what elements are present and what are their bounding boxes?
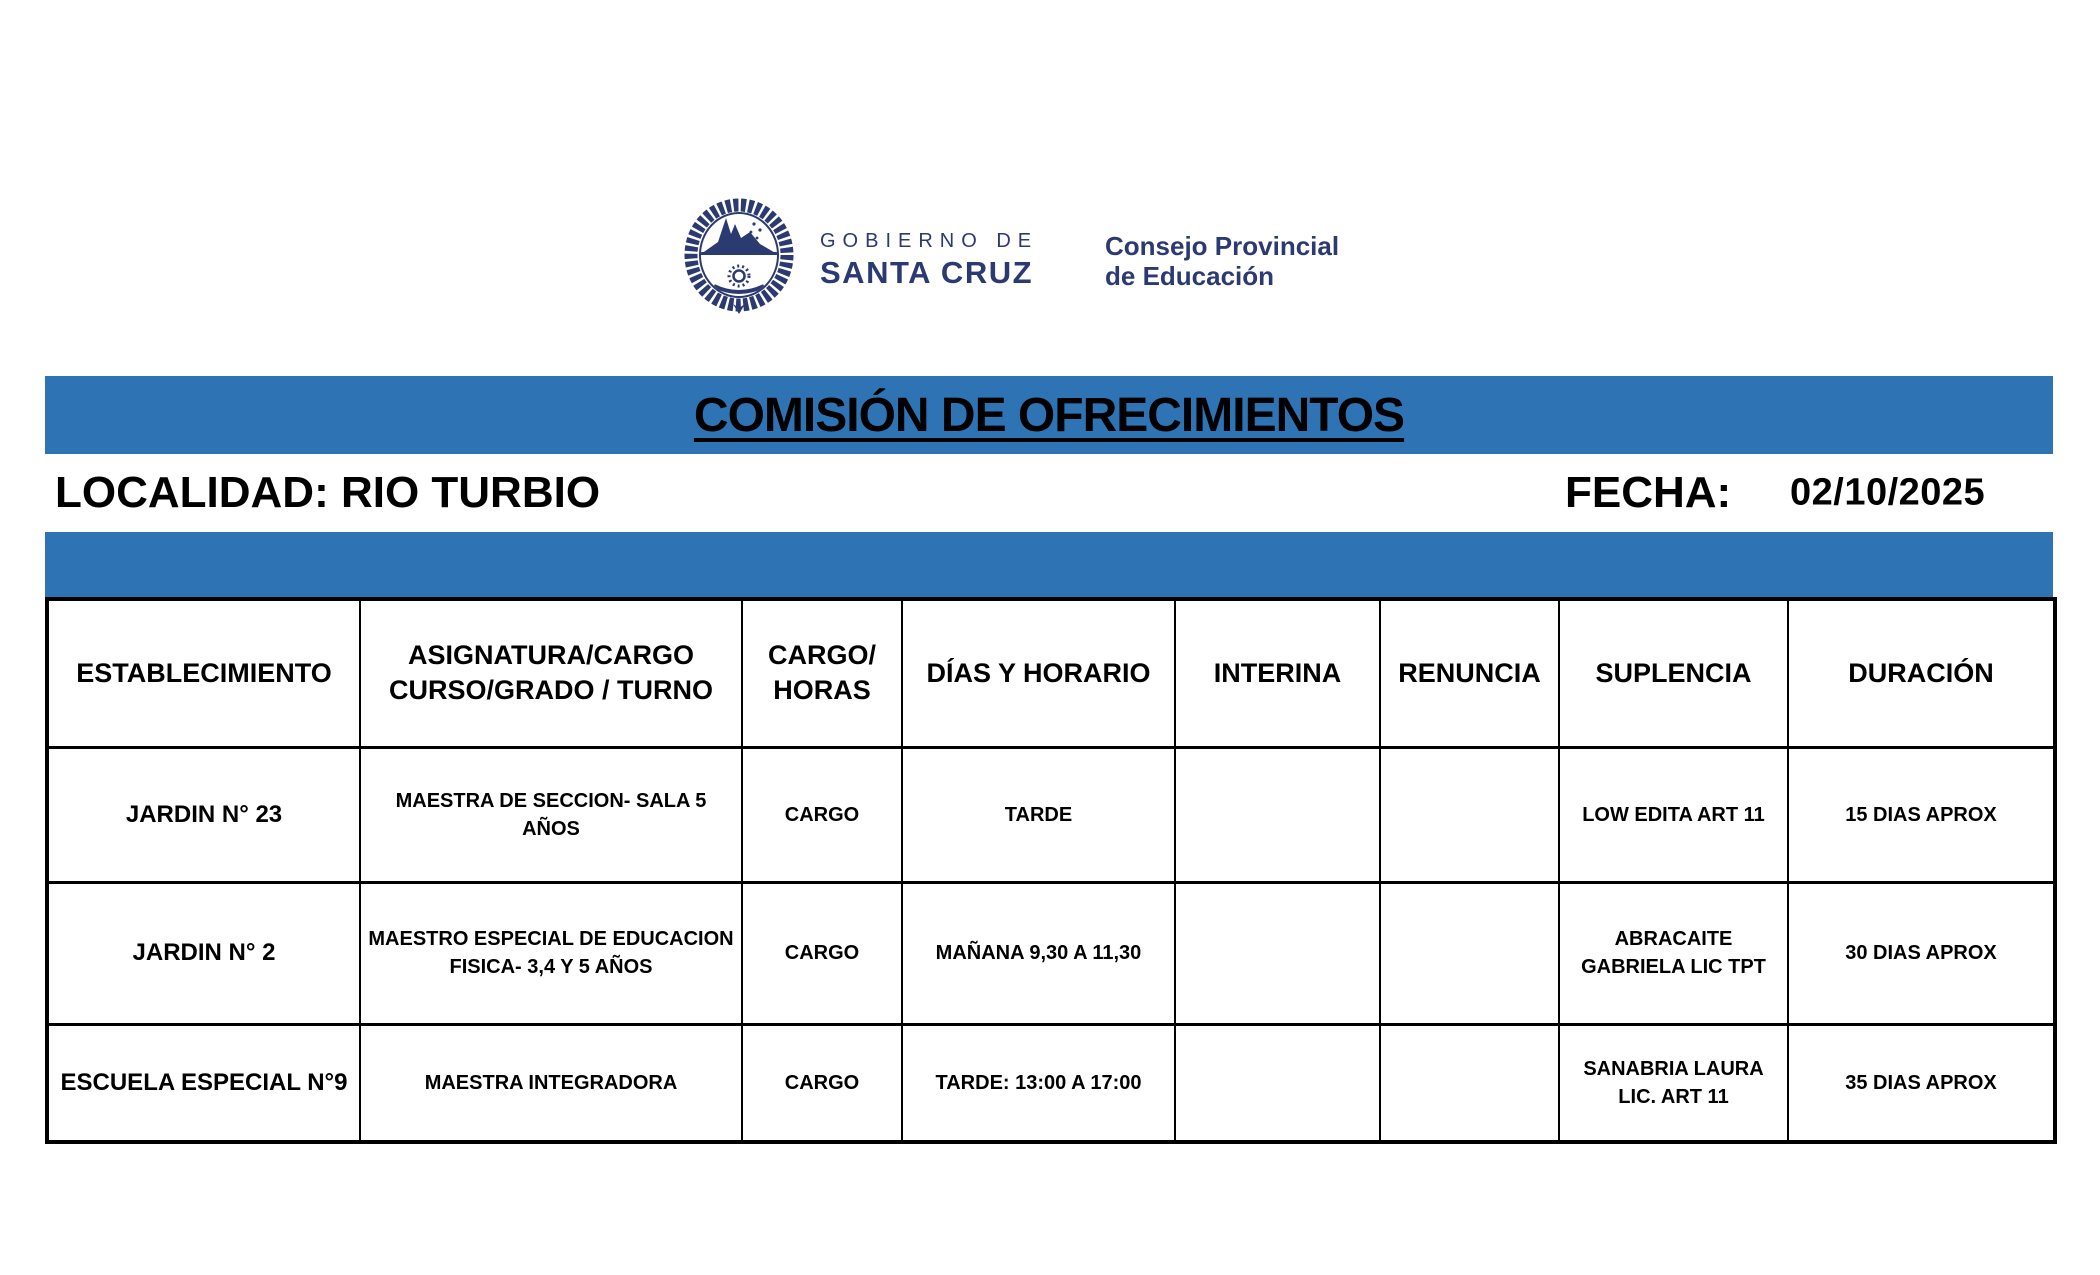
fecha-label: FECHA: (1565, 468, 1732, 517)
cell-dias-horario: MAÑANA 9,30 A 11,30 (902, 882, 1175, 1024)
cell-suplencia: SANABRIA LAURA LIC. ART 11 (1559, 1024, 1788, 1142)
header-renuncia: RENUNCIA (1380, 599, 1559, 747)
cell-duracion: 15 DIAS APROX (1788, 747, 2055, 882)
blue-divider-band (45, 532, 2053, 597)
consejo-line1: Consejo Provincial (1105, 231, 1340, 261)
cell-interina (1175, 882, 1380, 1024)
offers-table (45, 597, 2057, 1144)
cell-establecimiento: ESCUELA ESPECIAL N°9 (47, 1024, 360, 1142)
title-banner (45, 376, 2053, 454)
cell-renuncia (1380, 747, 1559, 882)
consejo-line2: de Educación (1105, 261, 1275, 291)
table-row (47, 747, 2055, 882)
table-row (47, 882, 2055, 1024)
localidad-label: LOCALIDAD: RIO TURBIO (55, 468, 601, 517)
cell-cargo: CARGO (742, 1024, 902, 1142)
cell-asignatura: MAESTRO ESPECIAL DE EDUCACION FISICA- 3,4 Y 5 AÑOS (360, 882, 742, 1024)
cell-asignatura: MAESTRA INTEGRADORA (360, 1024, 742, 1142)
cell-establecimiento: JARDIN N° 23 (47, 747, 360, 882)
header-interina: INTERINA (1175, 599, 1380, 747)
cell-dias-horario: TARDE (902, 747, 1175, 882)
header-cargo-horas: CARGO/ HORAS (742, 599, 902, 747)
cell-cargo: CARGO (742, 747, 902, 882)
cell-cargo: CARGO (742, 882, 902, 1024)
header-suplencia: SUPLENCIA (1559, 599, 1788, 747)
santa-cruz-label: SANTA CRUZ (820, 255, 1034, 290)
page-title: COMISIÓN DE OFRECIMIENTOS (693, 388, 1405, 442)
fecha-value: 02/10/2025 (1790, 471, 1986, 514)
cell-interina (1175, 747, 1380, 882)
cell-asignatura: MAESTRA DE SECCION- SALA 5 AÑOS (360, 747, 742, 882)
table-row (47, 1024, 2055, 1142)
header-duracion: DURACIÓN (1788, 599, 2055, 747)
consejo-provincial-text (1105, 231, 1339, 291)
cell-establecimiento: JARDIN N° 2 (47, 882, 360, 1024)
table-header-row (47, 599, 2055, 747)
gobierno-logo-text (820, 230, 1038, 291)
header-establecimiento: ESTABLECIMIENTO (47, 599, 360, 747)
cell-dias-horario: TARDE: 13:00 A 17:00 (902, 1024, 1175, 1142)
info-row (0, 454, 2100, 532)
cell-suplencia: LOW EDITA ART 11 (1559, 747, 1788, 882)
cell-interina (1175, 1024, 1380, 1142)
cell-suplencia: ABRACAITE GABRIELA LIC TPT (1559, 882, 1788, 1024)
gobierno-de-label: GOBIERNO DE (820, 230, 1039, 252)
header-dias-horario: DÍAS Y HORARIO (902, 599, 1175, 747)
cell-duracion: 30 DIAS APROX (1788, 882, 2055, 1024)
cell-renuncia (1380, 882, 1559, 1024)
cell-renuncia (1380, 1024, 1559, 1142)
header-asignatura: ASIGNATURA/CARGO CURSO/GRADO / TURNO (360, 599, 742, 747)
cell-duracion: 35 DIAS APROX (1788, 1024, 2055, 1142)
santa-cruz-crest-icon (678, 198, 800, 314)
